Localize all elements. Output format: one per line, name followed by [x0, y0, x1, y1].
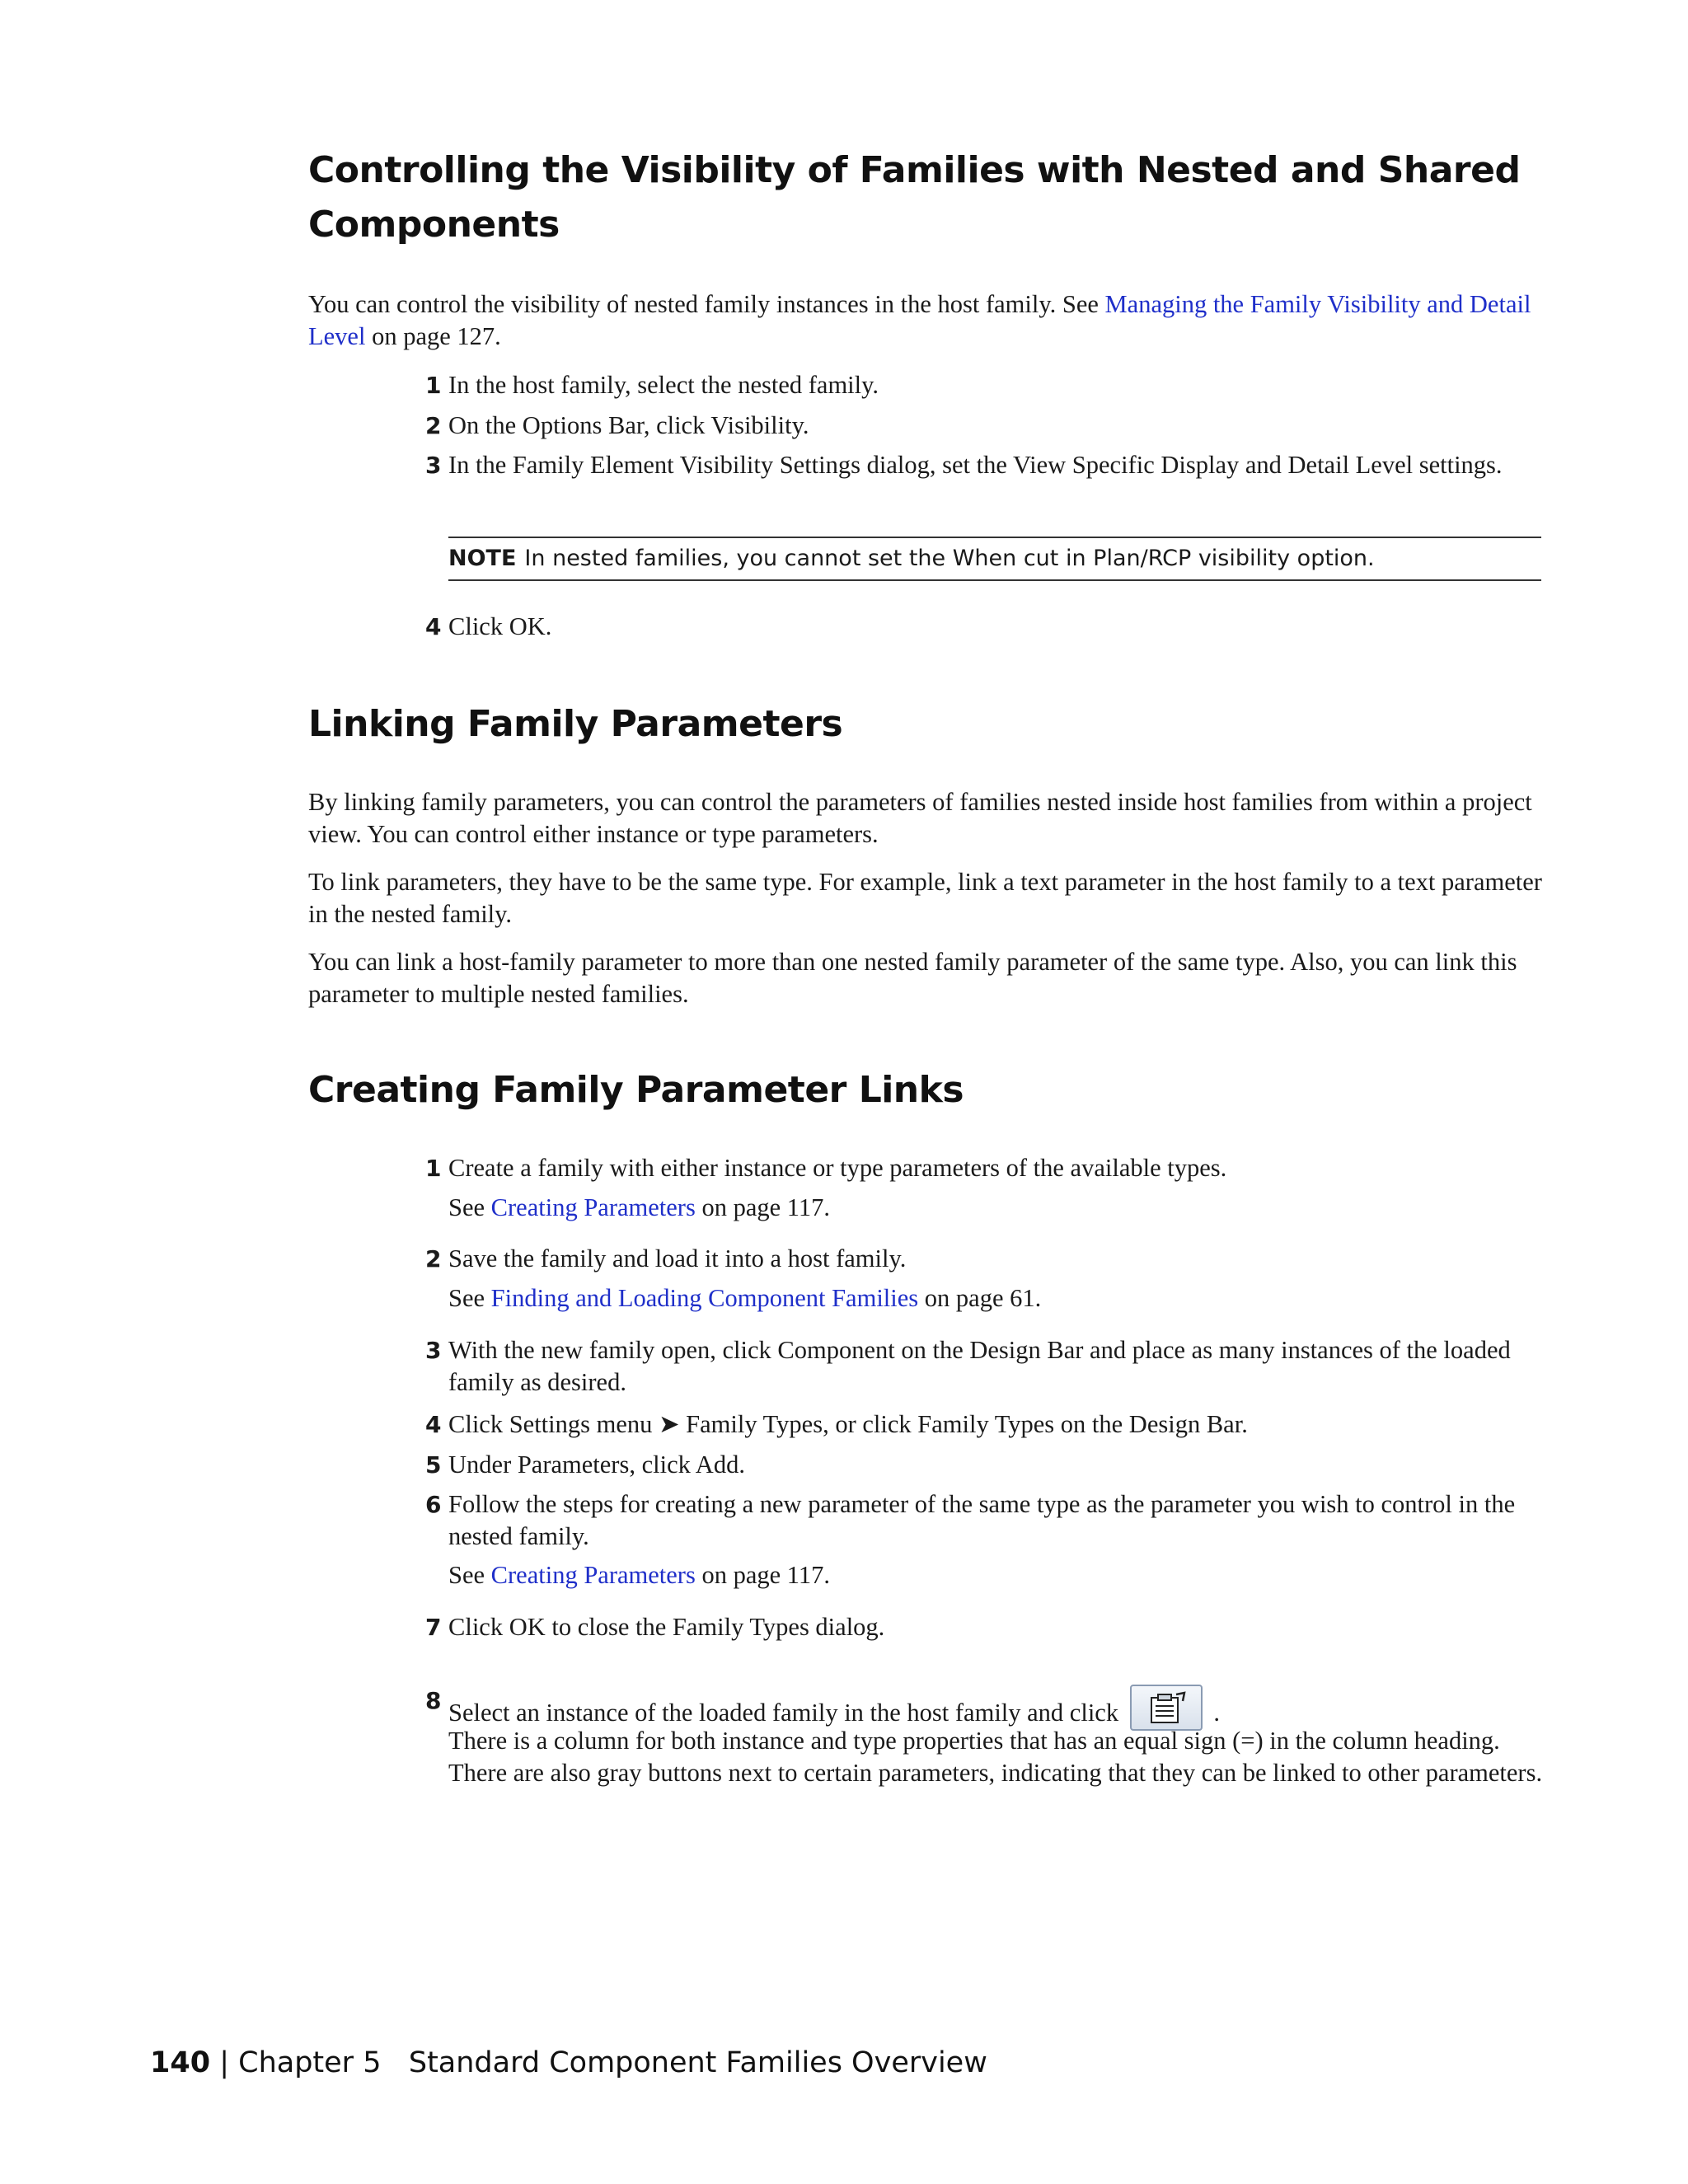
step-number: 3 — [425, 452, 442, 479]
see-creating-parameters-1 — [448, 1192, 1545, 1224]
section-heading-linking: Linking Family Parameters — [308, 703, 843, 745]
step-text: Save the family and load it into a host family. — [448, 1244, 907, 1272]
creating-step-2 — [425, 1243, 1541, 1275]
step-text: In the Family Element Visibility Settings dialog, set the View Specific Display and Detail Level settings. — [448, 451, 1503, 479]
controlling-step-2 — [425, 410, 1541, 442]
step-text: Click Settings menu ➤ Family Types, or click Family Types on the Design Bar. — [448, 1410, 1248, 1438]
step-text: On the Options Bar, click Visibility. — [448, 411, 809, 439]
step-text: In the host family, select the nested family. — [448, 371, 879, 399]
creating-step-3 — [425, 1334, 1541, 1399]
step-8-detail: There is a column for both instance and type properties that has an equal sign (=) in the column heading. There are also gray buttons next to certain parameters, indicating that they can be linked to other parameters. — [448, 1727, 1543, 1787]
chapter-title: Standard Component Families Overview — [408, 2046, 987, 2079]
note-text: In nested families, you cannot set the When cut in Plan/RCP visibility option. — [524, 546, 1375, 571]
link-creating-parameters[interactable]: Creating Parameters — [490, 1193, 696, 1221]
link-finding-loading-families[interactable]: Finding and Loading Component Families — [490, 1284, 919, 1312]
creating-step-1 — [425, 1152, 1541, 1184]
step-text: Under Parameters, click Add. — [448, 1451, 745, 1479]
step-text: Click OK to close the Family Types dialog. — [448, 1613, 885, 1641]
step-text: With the new family open, click Component on the Design Bar and place as many instances of the loaded family as desired. — [448, 1336, 1511, 1396]
step-number: 6 — [425, 1491, 442, 1518]
step-number: 2 — [425, 1245, 442, 1272]
see-prefix: See — [448, 1193, 491, 1221]
creating-step-4 — [425, 1408, 1541, 1441]
step-after: . — [1213, 1699, 1220, 1727]
linking-paragraph-3: You can link a host-family parameter to more than one nested family parameter of the same type. Also, you can link this parameter to multiple nested families. — [308, 948, 1517, 1008]
section-heading-controlling — [308, 143, 1520, 252]
step-number: 4 — [425, 613, 442, 640]
chapter-label: Chapter 5 — [238, 2046, 382, 2079]
page-number: 140 — [150, 2046, 211, 2079]
controlling-step-4 — [425, 611, 1541, 643]
controlling-step-1 — [425, 369, 1541, 401]
creating-step-5 — [425, 1449, 1541, 1481]
properties-glyph — [1146, 1691, 1189, 1726]
element-properties-icon[interactable] — [1130, 1685, 1203, 1731]
step-text: Create a family with either instance or type parameters of the available types. — [448, 1154, 1227, 1182]
step-number: 8 — [425, 1687, 442, 1714]
see-finding-loading — [448, 1282, 1545, 1315]
creating-step-7 — [425, 1611, 1541, 1643]
step-number: 7 — [425, 1614, 442, 1641]
controlling-intro — [308, 288, 1545, 353]
linking-paragraph-2: To link parameters, they have to be the same type. For example, link a text parameter in the host family to a text parameter in the nested family. — [308, 868, 1542, 928]
footer-separator: | — [219, 2046, 229, 2079]
link-managing-visibility[interactable]: Managing the Family Visibility and Detail Level — [308, 290, 1531, 350]
linking-paragraph-1: By linking family parameters, you can control the parameters of families nested inside host families from within a project view. You can control either instance or type parameters. — [308, 788, 1532, 848]
step-text: Follow the steps for creating a new parameter of the same type as the parameter you wish to control in the nested family. — [448, 1490, 1516, 1550]
controlling-step-3 — [425, 449, 1541, 481]
step-number: 1 — [425, 372, 442, 399]
step-number: 4 — [425, 1411, 442, 1438]
intro-suffix: on page 127. — [365, 322, 501, 350]
see-creating-parameters-2 — [448, 1559, 1545, 1591]
creating-step-8 — [425, 1685, 1541, 1731]
intro-text: You can control the visibility of nested family instances in the host family. See — [308, 290, 1105, 318]
creating-step-6 — [425, 1488, 1541, 1553]
note-box — [448, 537, 1541, 581]
see-prefix: See — [448, 1284, 491, 1312]
step-number: 3 — [425, 1337, 442, 1364]
step-number: 1 — [425, 1155, 442, 1182]
step-text: Select an instance of the loaded family in the host family and click — [448, 1699, 1119, 1727]
step-number: 5 — [425, 1451, 442, 1479]
see-suffix: on page 117. — [695, 1561, 831, 1589]
see-prefix: See — [448, 1561, 491, 1589]
page-footer — [150, 2042, 987, 2083]
heading-line-1: Controlling the Visibility of Families with Nested and Shared — [308, 149, 1521, 191]
see-suffix: on page 61. — [918, 1284, 1042, 1312]
step-text: Click OK. — [448, 612, 552, 640]
note-label: NOTE — [448, 546, 517, 571]
section-heading-creating: Creating Family Parameter Links — [308, 1069, 964, 1111]
see-suffix: on page 117. — [695, 1193, 831, 1221]
heading-line-2: Components — [308, 204, 560, 246]
step-number: 2 — [425, 412, 442, 439]
link-creating-parameters[interactable]: Creating Parameters — [490, 1561, 696, 1589]
